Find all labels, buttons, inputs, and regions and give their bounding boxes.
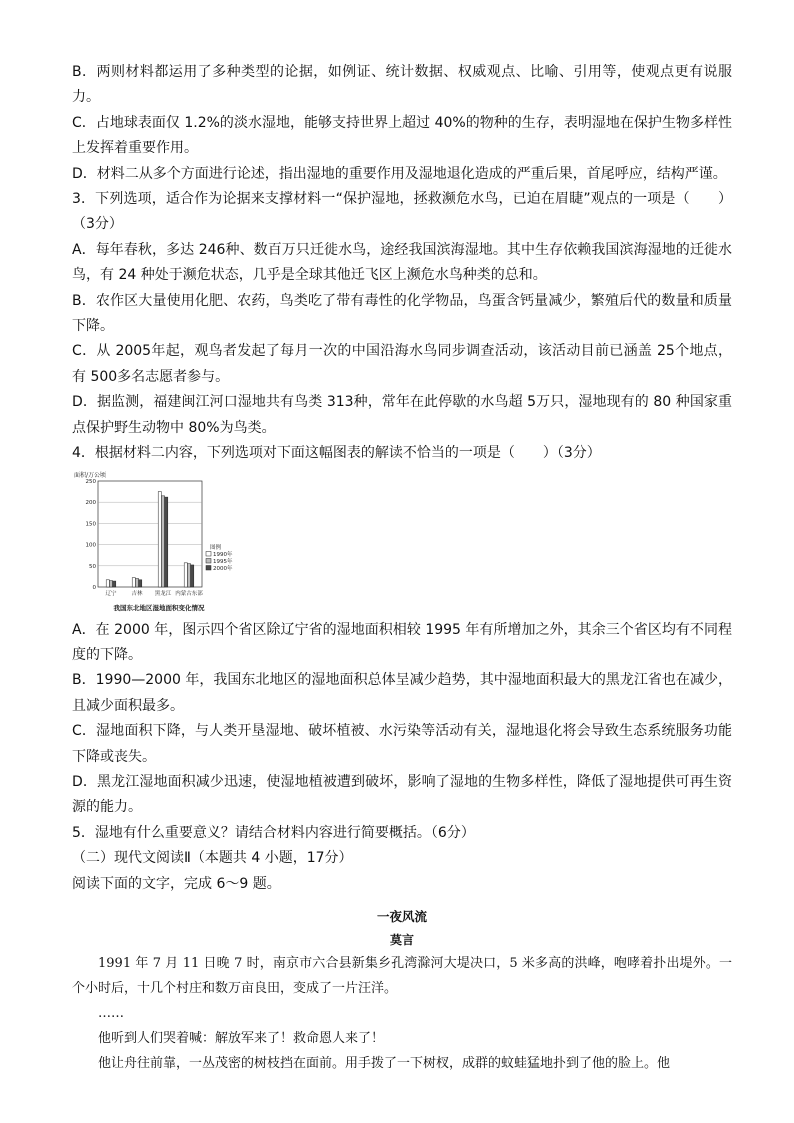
chart-legend-swatch bbox=[206, 565, 211, 570]
chart-ytick-label: 100 bbox=[85, 542, 96, 549]
wetland-chart-svg bbox=[72, 469, 247, 614]
option-b-q3: B．农作区大量使用化肥、农药，鸟类吃了带有毒性的化学物品，鸟蛋含钙量减少，繁殖后代的数量和质量下降。 bbox=[72, 292, 732, 335]
chart-bar bbox=[187, 563, 190, 586]
story-title: 一夜风流 bbox=[376, 908, 427, 924]
question-3: 3．下列选项，适合作为论据来支撑材料一“保护湿地，拯救濒危水鸟，已迫在眉睫”观点的一项是（ ）（3分） bbox=[72, 191, 732, 233]
reading-instruction: 阅读下面的文字，完成 6～9 题。 bbox=[72, 875, 281, 892]
option-b-q2: B．两则材料都运用了多种类型的论据，如例证、统计数据、权威观点、比喻、引用等，使观点更有说服力。 bbox=[72, 64, 732, 106]
chart-category-label: 辽宁 bbox=[105, 590, 117, 597]
section-2-heading: （二）现代文阅读Ⅱ（本题共 4 小题，17分） bbox=[72, 850, 353, 867]
chart-legend-label: 1990年 bbox=[213, 551, 233, 558]
chart-category-label: 内蒙古东部 bbox=[175, 590, 203, 597]
question-5: 5．湿地有什么重要意义？请结合材料内容进行简要概括。（6分） bbox=[72, 824, 475, 841]
chart-ytick-label: 200 bbox=[85, 499, 96, 506]
chart-legend-title: 图例 bbox=[210, 544, 222, 551]
chart-legend-swatch bbox=[206, 551, 211, 556]
chart-title: 我国东北地区湿地面积变化情况 bbox=[113, 603, 205, 612]
chart-ytick-label: 50 bbox=[89, 563, 96, 570]
story-paragraph-2: 他听到人们哭着喊：解放军来了！救命恩人来了！ bbox=[98, 1030, 385, 1046]
chart-bar bbox=[191, 564, 194, 586]
chart-bar bbox=[106, 579, 109, 586]
chart-bar bbox=[132, 577, 135, 586]
chart-category-label: 吉林 bbox=[131, 590, 143, 597]
chart-bar bbox=[139, 579, 142, 586]
chart-bar bbox=[158, 491, 161, 586]
chart-bar bbox=[165, 497, 168, 587]
option-c-q3: C．从 2005年起，观鸟者发起了每月一次的中国沿海水鸟同步调查活动，该活动目前已涵盖 25个地点，有 500多名志愿者参与。 bbox=[72, 343, 732, 385]
option-a-q3: A．每年春秋，多达 246种、数百万只迁徙水鸟，途经我国滨海湿地。其中生存依赖我国滨海湿地的迁徙水鸟，有 24 种处于濒危状态，几乎是全球其他迁飞区上濒危水鸟种类的总和。 bbox=[72, 241, 732, 284]
chart-legend-swatch bbox=[206, 558, 211, 563]
chart-ylabel: 面积/万公顷 bbox=[74, 471, 107, 479]
chart-bar bbox=[113, 581, 116, 587]
option-c-q4: C．湿地面积下降，与人类开垦湿地、破坏植被、水污染等活动有关，湿地退化将会导致生态系统服务功能下降或丧失。 bbox=[72, 723, 732, 765]
option-d-q3: D．据监测，福建闽江河口湿地共有鸟类 313种，常年在此停歇的水鸟超 5万只，湿地现有的 80 种国家重点保护野生动物中 80%为鸟类。 bbox=[72, 394, 732, 436]
story-ellipsis: …… bbox=[98, 1005, 124, 1021]
option-b-q4: B．1990—2000 年，我国东北地区的湿地面积总体呈减少趋势，其中湿地面积最大的黑龙江省也在减少，且减少面积最多。 bbox=[72, 672, 732, 714]
chart-bar bbox=[135, 578, 138, 586]
story-author: 莫言 bbox=[389, 932, 414, 947]
chart-ytick-label: 250 bbox=[85, 478, 96, 485]
option-d-q2: D．材料二从多个方面进行论述，指出湿地的重要作用及湿地退化造成的严重后果，首尾呼应，结构严谨。 bbox=[72, 165, 727, 182]
chart-legend-label: 1995年 bbox=[213, 558, 233, 565]
chart-bar bbox=[109, 580, 112, 586]
question-4: 4．根据材料二内容，下列选项对下面这幅图表的解读不恰当的一项是（ ）（3分） bbox=[72, 445, 601, 462]
chart-ytick-label: 150 bbox=[85, 520, 96, 527]
option-a-q4: A．在 2000 年，图示四个省区除辽宁省的湿地面积相较 1995 年有所增加之外，其余三个省区均有不同程度的下降。 bbox=[72, 621, 732, 663]
chart-legend-label: 2000年 bbox=[213, 565, 233, 572]
story-paragraph-1: 1991 年 7 月 11 日晚 7 时，南京市六合县新集乡孔湾滁河大堤决口，5 米多高的洪峰，咆哮着扑出堤外。一个小时后，十几个村庄和数万亩良田，变成了一片汪洋。 bbox=[72, 955, 732, 996]
chart-category-label: 黑龙江 bbox=[154, 590, 172, 597]
chart-bar bbox=[184, 562, 187, 586]
story-paragraph-3: 他让舟往前靠，一丛茂密的树枝挡在面前。用手拨了一下树杈，成群的蚊蛙猛地扑到了他的脸上。他 bbox=[98, 1055, 671, 1071]
wetland-chart bbox=[72, 469, 247, 614]
option-d-q4: D．黑龙江湿地面积减少迅速，使湿地植被遭到破坏，影响了湿地的生物多样性，降低了湿地提供可再生资源的能力。 bbox=[72, 773, 732, 816]
chart-ytick-label: 0 bbox=[92, 584, 96, 591]
chart-bar bbox=[161, 495, 164, 586]
exam-page bbox=[72, 60, 732, 1076]
option-c-q2: C．占地球表面仅 1.2%的淡水湿地，能够支持世界上超过 40%的物种的生存，表明湿地在保护生物多样性上发挥着重要作用。 bbox=[72, 114, 732, 157]
